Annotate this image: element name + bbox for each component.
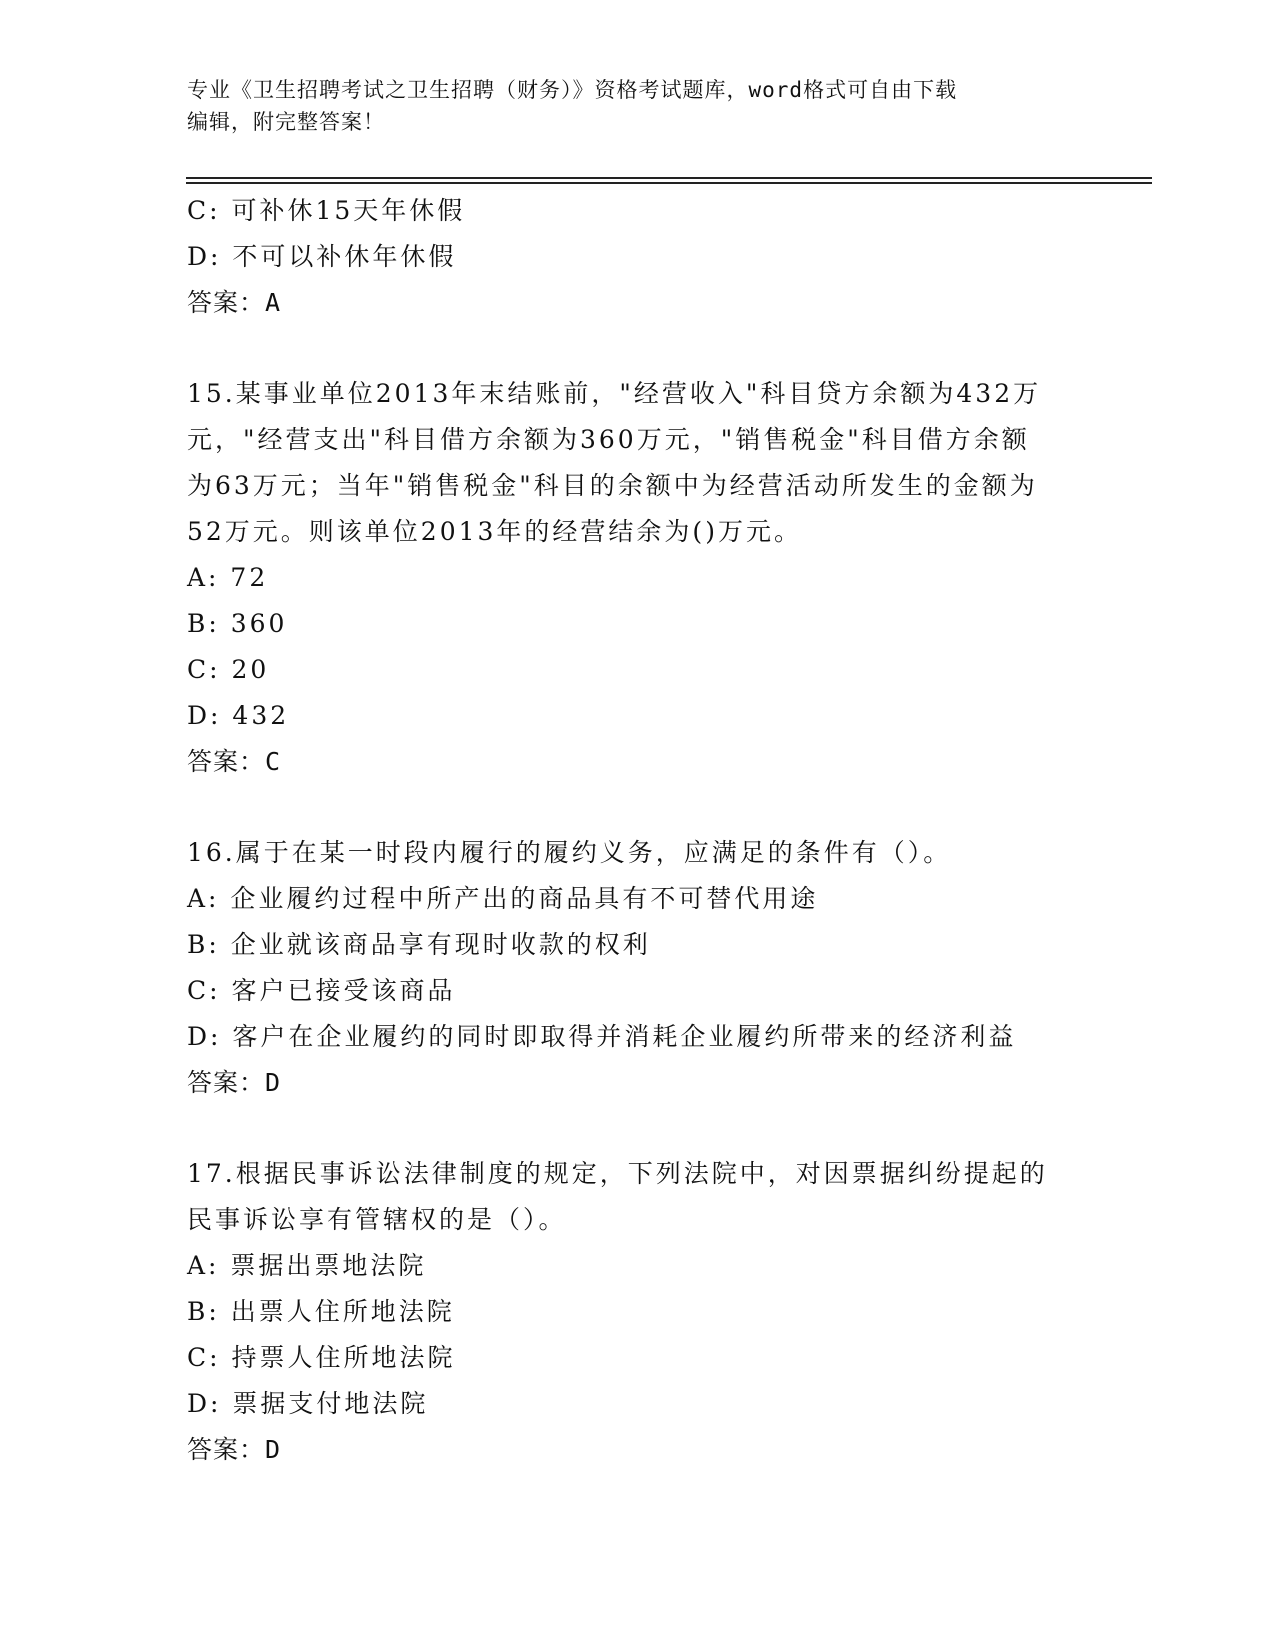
spacer — [187, 1106, 1087, 1151]
spacer — [187, 785, 1087, 830]
document-header — [187, 74, 1087, 138]
option-c: C: 20 — [187, 655, 270, 684]
question-16 — [187, 830, 1087, 1106]
header-divider-top — [186, 177, 1152, 179]
option-d: D: 432 — [187, 701, 290, 730]
spacer — [187, 326, 1087, 371]
question-stem-line: 15.某事业单位2013年末结账前，"经营收入"科目贷方余额为432万 — [187, 379, 1042, 408]
option-a: A: 票据出票地法院 — [187, 1251, 427, 1280]
option-d: D: 票据支付地法院 — [187, 1389, 429, 1418]
option-c: C: 客户已接受该商品 — [187, 976, 456, 1005]
question-stem-line: 为63万元；当年"销售税金"科目的余额中为经营活动所发生的金额为 — [187, 471, 1038, 500]
answer-line: 答案：D — [187, 1068, 282, 1097]
answer-line: 答案：C — [187, 747, 282, 776]
header-line-2: 编辑，附完整答案！ — [187, 110, 385, 134]
question-list — [187, 188, 1087, 1473]
question-stem-line: 17.根据民事诉讼法律制度的规定，下列法院中，对因票据纠纷提起的 — [187, 1159, 1048, 1188]
answer-line: 答案：D — [187, 1435, 282, 1464]
header-divider-bottom — [186, 182, 1152, 184]
option-c: C: 可补休15天年休假 — [187, 196, 466, 225]
option-b: B: 企业就该商品享有现时收款的权利 — [187, 930, 651, 959]
option-b: B: 出票人住所地法院 — [187, 1297, 455, 1326]
option-c: C: 持票人住所地法院 — [187, 1343, 456, 1372]
question-stem-line: 民事诉讼享有管辖权的是（）。 — [187, 1205, 567, 1234]
option-a: A: 企业履约过程中所产出的商品具有不可替代用途 — [187, 884, 819, 913]
question-stem-line: 元，"经营支出"科目借方余额为360万元，"销售税金"科目借方余额 — [187, 425, 1030, 454]
option-d: D: 客户在企业履约的同时即取得并消耗企业履约所带来的经济利益 — [187, 1022, 1017, 1051]
option-d: D: 不可以补休年休假 — [187, 242, 457, 271]
question-14-continued — [187, 188, 1087, 326]
question-stem-line: 16.属于在某一时段内履行的履约义务，应满足的条件有（）。 — [187, 838, 952, 867]
question-stem-line: 52万元。则该单位2013年的经营结余为()万元。 — [187, 517, 802, 546]
answer-line: 答案：A — [187, 288, 282, 317]
question-17 — [187, 1151, 1087, 1473]
question-15 — [187, 371, 1087, 785]
header-line-1: 专业《卫生招聘考试之卫生招聘（财务）》资格考试题库，word格式可自由下载 — [187, 78, 958, 102]
option-a: A: 72 — [187, 563, 269, 592]
option-b: B: 360 — [187, 609, 288, 638]
